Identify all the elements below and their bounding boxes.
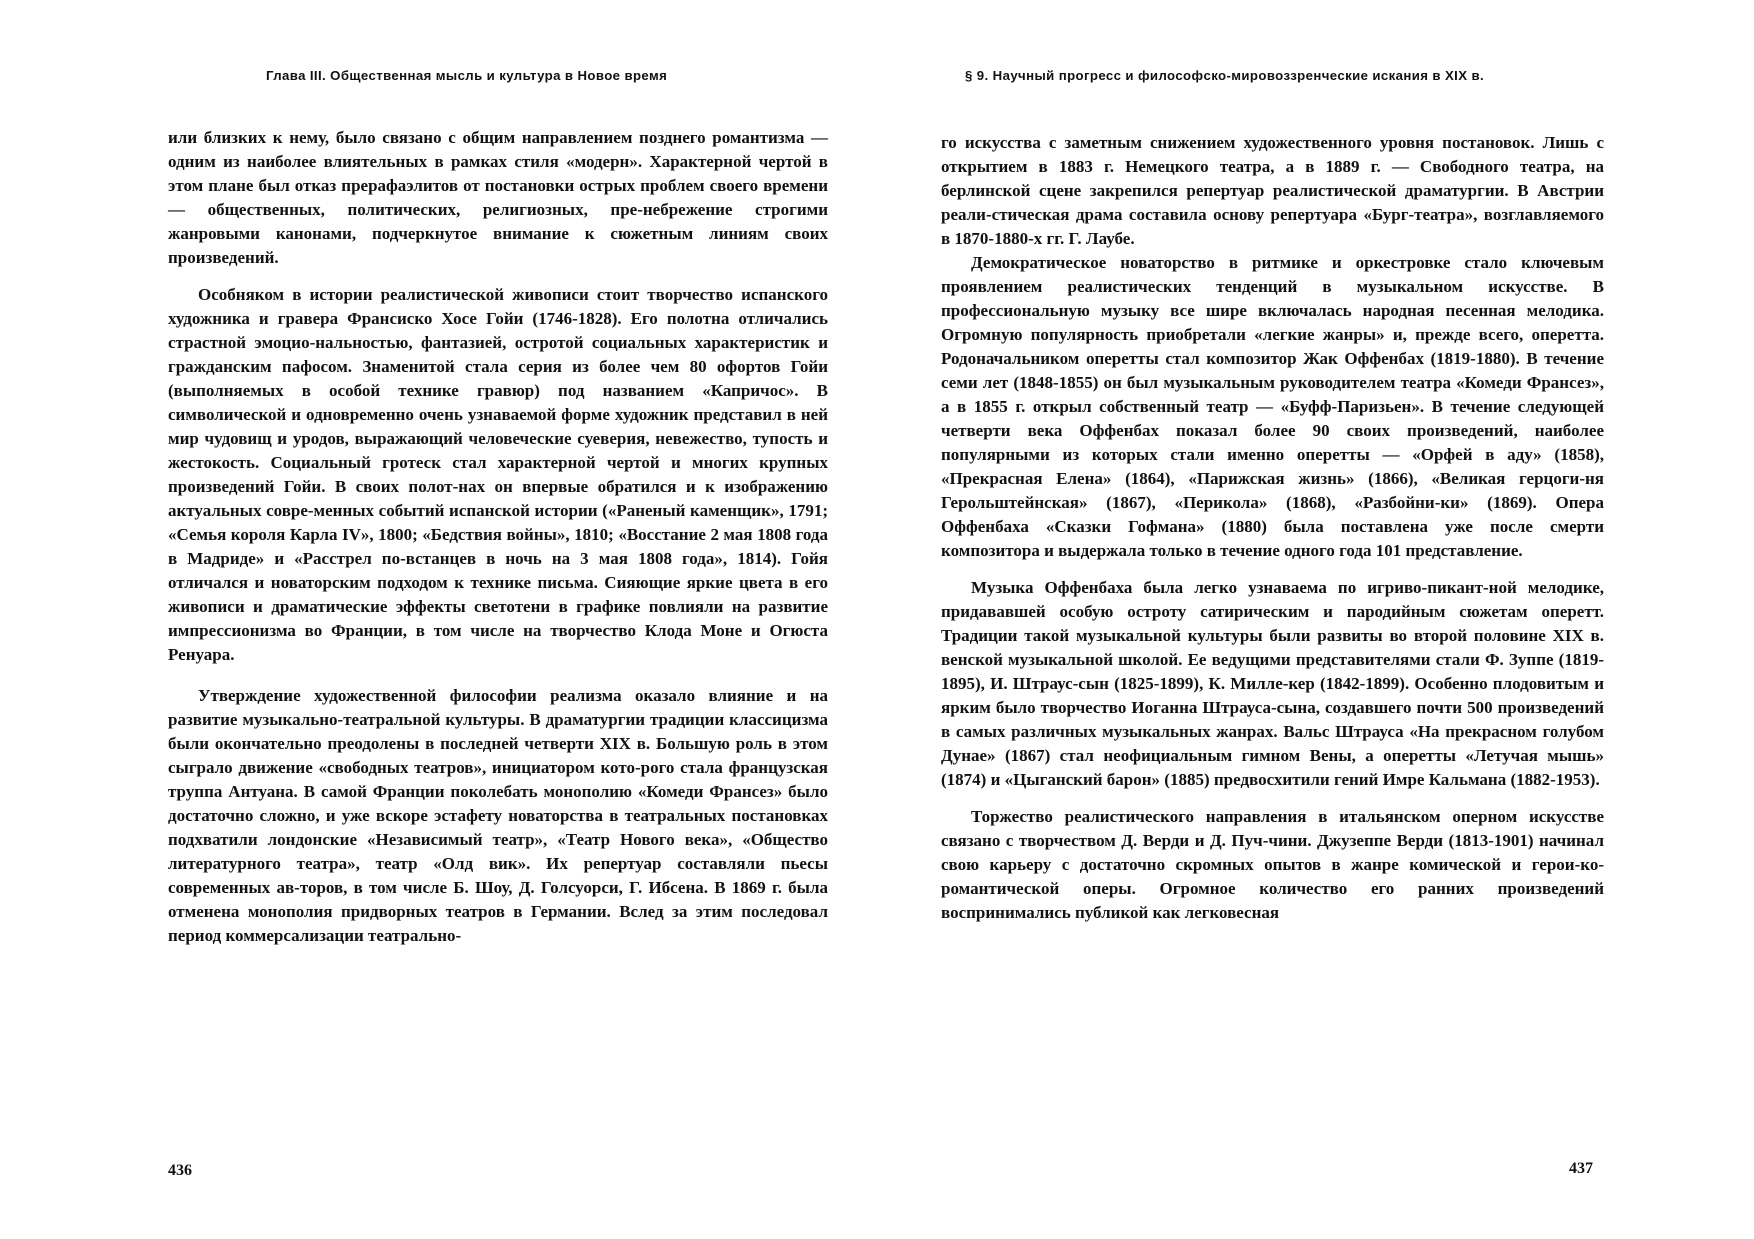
paragraph: Демократическое новаторство в ритмике и оркестровке стало ключевым проявлением реалистических тенденций в музыкальном искусстве. В профессиональную музыку все шире включалась народная песенная мелодика. Огромную популярность приобретали «легкие жанры» и, прежде всего, оперетта. Родоначальником оперетты стал композитор Жак Оффенбах (1819-1880). В течение семи лет (1848-1855) он был музыкальным руководителем театра «Комеди Франсез», а в 1855 г. открыл собственный театр — «Буфф-Паризьен». В течение следующей четверти века Оффенбах показал более 90 своих произведений, наиболее популярными из которых стали именно оперетты — «Орфей в аду» (1858), «Прекрасная Елена» (1864), «Парижская жизнь» (1866), «Великая герцоги-ня Герольштейнская» (1867), «Перикола» (1868), «Разбойни-ки» (1869). Опера Оффенбаха «Сказки Гофмана» (1880) была поставлена уже после смерти композитора и выдержала только в течение одного года 101 представление. [941,253,1604,560]
paragraph: го искусства с заметным снижением художественного уровня постановок. Лишь с открытием в 1883 г. Немецкого театра, а в 1889 г. — Свободного театра, на берлинской сцене закрепился репертуар реалистической драматургии. В Австрии реали-стическая драма составила основу репертуара «Бург-театра», возглавляемого в 1870-1880-х гг. Г. Лаубе. [941,133,1604,248]
paragraph: Особняком в истории реалистической живописи стоит творчество испанского художника и гравера Франсиско Хосе Гойи (1746-1828). Его полотна отличались страстной эмоцио-нальностью, фантазией, остротой социальных характеристик и гражданским пафосом. Знаменитой стала серия из более чем 80 офортов Гойи (выполняемых в особой технике гравюр) под названием «Капричос». В символической и одновременно очень узнаваемой форме художник представил в ней мир чудовищ и уродов, выражающий человеческие суеверия, невежество, тупость и жестокость. Социальный гротеск стал характерной чертой и многих крупных произведений Гойи. В своих полот-нах он впервые обратился и к изображению актуальных совре-менных событий испанской истории («Раненый каменщик», 1791; «Семья короля Карла IV», 1800; «Бедствия войны», 1810; «Восстание 2 мая 1808 года в Мадриде» и «Расстрел по-встанцев в ночь на 3 мая 1808 года», 1814). Гойя отличался и новаторским подходом к технике письма. Сияющие яркие цвета в его живописи и драматические эффекты светотени в графике повлияли на развитие импрессионизма во Франции, в том числе на творчество Клода Моне и Огюста Ренуара. [168,285,828,664]
paragraph: Торжество реалистического направления в итальянском оперном искусстве связано с творчеством Д. Верди и Д. Пуч-чини. Джузеппе Верди (1813-1901) начинал свою карьеру с достаточно скромных опытов в жанре комической и герои-ко-романтической оперы. Огромное количество его ранних произведений воспринимались публикой как легковесная [941,807,1604,922]
right-page [877,0,1754,1239]
page-number: 437 [1569,1160,1593,1177]
running-head: Глава III. Общественная мысль и культура в Новое время [266,68,668,83]
paragraph: или близких к нему, было связано с общим направлением позднего романтизма — одним из наиболее влиятельных в рамках стиля «модерн». Характерной чертой в этом плане был отказ прерафаэлитов от постановки острых проблем своего времени — общественных, политических, религиозных, пре-небрежение строгими жанровыми канонами, подчеркнутое внимание к сюжетным линиям своих произведений. [168,128,828,267]
text-column [941,131,1604,925]
page-number: 436 [168,1162,192,1179]
running-head: § 9. Научный прогресс и философско-мировоззренческие искания в XIX в. [965,68,1485,83]
paragraph: Музыка Оффенбаха была легко узнаваема по игриво-пикант-ной мелодике, придававшей особую остроту сатирическим и пародийным сюжетам оперетт. Традиции такой музыкальной культуры были развиты во второй половине XIX в. венской музыкальной школой. Ее ведущими представителями стали Ф. Зуппе (1819-1895), И. Штраус-сын (1825-1899), К. Милле-кер (1842-1899). Особенно плодовитым и ярким было творчество Иоганна Штрауса-сына, создавшего почти 500 произведений в самых различных музыкальных жанрах. Вальс Штрауса «На прекрасном голубом Дунае» (1867) стал неофициальным гимном Вены, а оперетты «Летучая мышь» (1874) и «Цыганский барон» (1885) предвосхитили гений Имре Кальмана (1882-1953). [941,578,1604,789]
text-column [168,126,828,948]
paragraph: Утверждение художественной философии реализма оказало влияние и на развитие музыкально-театральной культуры. В драматургии традиции классицизма были окончательно преодолены в последней четверти XIX в. Большую роль в этом сыграло движение «свободных театров», инициатором кото-рого стала французская труппа Антуана. В самой Франции поколебать монополию «Комеди Франсез» было достаточно сложно, и уже вскоре эстафету новаторства в театральных постановках подхватили лондонские «Независимый театр», «Театр Нового века», «Общество литературного театра», театр «Олд вик». Их репертуар составляли пьесы современных ав-торов, в том числе Б. Шоу, Д. Голсуорси, Г. Ибсена. В 1869 г. была отменена монополия придворных театров в Германии. Вслед за этим последовал период коммерсализации театрально- [168,686,828,945]
